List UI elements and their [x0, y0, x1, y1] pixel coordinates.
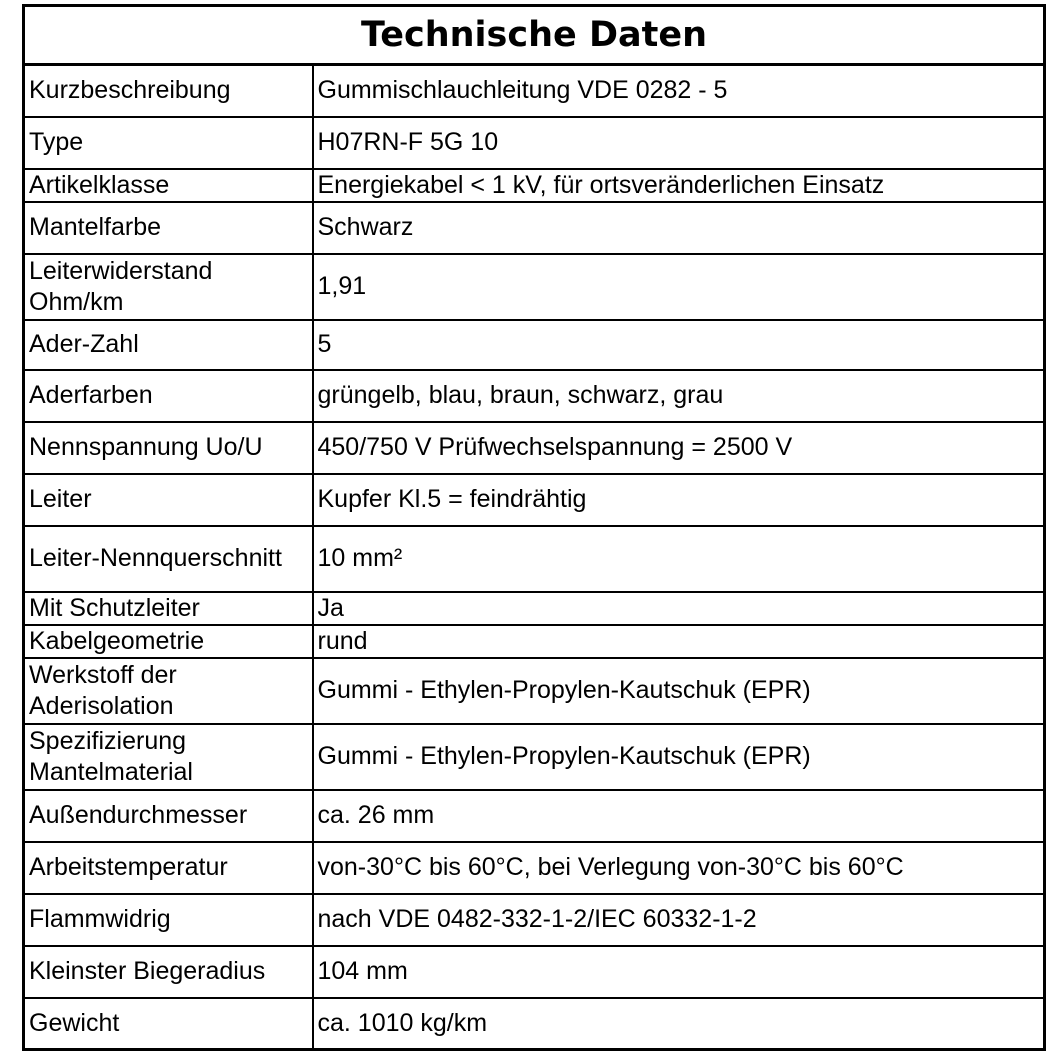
row-label: Leiter [24, 474, 313, 526]
row-label: Leiter-Nennquerschnitt [24, 526, 313, 592]
table-row [24, 320, 1045, 370]
row-label: Kleinster Biegeradius [24, 946, 313, 998]
table-row [24, 894, 1045, 946]
table-row [24, 474, 1045, 526]
table-row [24, 169, 1045, 202]
technical-data-sheet [22, 4, 1043, 1051]
row-value: Energiekabel < 1 kV, für ortsveränderlichen Einsatz [313, 169, 1045, 202]
row-value: 1,91 [313, 254, 1045, 320]
row-label: Kurzbeschreibung [24, 65, 313, 117]
table-row [24, 625, 1045, 658]
row-value: Gummi - Ethylen-Propylen-Kautschuk (EPR) [313, 658, 1045, 724]
table-row [24, 254, 1045, 320]
table-row [24, 370, 1045, 422]
table-title: Technische Daten [24, 6, 1045, 65]
row-value: 104 mm [313, 946, 1045, 998]
technical-data-table [22, 4, 1046, 1051]
row-value: 10 mm² [313, 526, 1045, 592]
row-label: Mantelfarbe [24, 202, 313, 254]
table-row [24, 592, 1045, 625]
table-row [24, 946, 1045, 998]
row-value: Ja [313, 592, 1045, 625]
row-label: Kabelgeometrie [24, 625, 313, 658]
row-value: rund [313, 625, 1045, 658]
row-value: 5 [313, 320, 1045, 370]
table-row [24, 117, 1045, 169]
row-label: Arbeitstemperatur [24, 842, 313, 894]
row-label: Type [24, 117, 313, 169]
row-value: grüngelb, blau, braun, schwarz, grau [313, 370, 1045, 422]
row-label: Gewicht [24, 998, 313, 1050]
table-row [24, 422, 1045, 474]
row-value: Gummischlauchleitung VDE 0282 - 5 [313, 65, 1045, 117]
row-value: ca. 26 mm [313, 790, 1045, 842]
table-row [24, 658, 1045, 724]
row-label: Flammwidrig [24, 894, 313, 946]
row-label: Artikelklasse [24, 169, 313, 202]
row-value: 450/750 V Prüfwechselspannung = 2500 V [313, 422, 1045, 474]
table-row [24, 998, 1045, 1050]
row-value: Gummi - Ethylen-Propylen-Kautschuk (EPR) [313, 724, 1045, 790]
table-row [24, 842, 1045, 894]
row-value: ca. 1010 kg/km [313, 998, 1045, 1050]
row-value: Kupfer Kl.5 = feindrähtig [313, 474, 1045, 526]
table-row [24, 724, 1045, 790]
row-label: Werkstoff der Aderisolation [24, 658, 313, 724]
row-value: H07RN-F 5G 10 [313, 117, 1045, 169]
table-row [24, 526, 1045, 592]
table-row [24, 65, 1045, 117]
row-label: Leiterwiderstand Ohm/km [24, 254, 313, 320]
row-value: von-30°C bis 60°C, bei Verlegung von-30°C bis 60°C [313, 842, 1045, 894]
row-label: Aderfarben [24, 370, 313, 422]
table-row [24, 790, 1045, 842]
row-label: Ader-Zahl [24, 320, 313, 370]
row-label: Nennspannung Uo/U [24, 422, 313, 474]
table-row [24, 202, 1045, 254]
row-label: Spezifizierung Mantelmaterial [24, 724, 313, 790]
row-label: Außendurchmesser [24, 790, 313, 842]
row-value: Schwarz [313, 202, 1045, 254]
row-label: Mit Schutzleiter [24, 592, 313, 625]
row-value: nach VDE 0482-332-1-2/IEC 60332-1-2 [313, 894, 1045, 946]
table-title-row [24, 6, 1045, 65]
